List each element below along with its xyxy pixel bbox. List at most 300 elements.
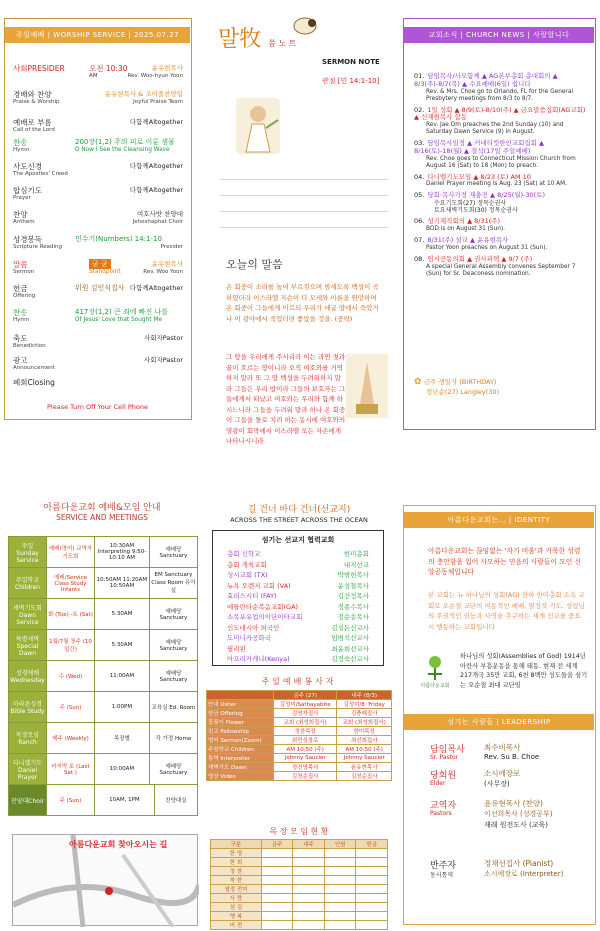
usher-role: 안내 Usher — [207, 700, 274, 709]
leader-role: 담임목사 — [430, 745, 465, 755]
order-item-leader-en: Rev. Woo Yoon — [143, 269, 183, 275]
service-time: 5:30AM — [95, 630, 150, 661]
service-row — [9, 568, 198, 599]
news-title: 8/31(주) 설교 ▲ 윤유현목사 — [427, 236, 509, 245]
usher-row — [207, 745, 392, 754]
identity-panel — [403, 505, 596, 925]
ranch-cell — [324, 894, 356, 903]
ranch-cell — [261, 912, 293, 921]
service-day: 화 (Tue) -토 (Sat) — [47, 599, 95, 630]
service-day: 마지막 토 (Last Sat.) — [47, 754, 95, 785]
order-item-en: Scripture Reading — [13, 244, 63, 250]
sermon-note-title: SERMON NOTE — [322, 58, 380, 66]
ranch-cell — [356, 849, 388, 858]
ranch-name: 비 전 — [211, 921, 262, 930]
news-english: Daniel Prayer meeting is Aug. 23 (Sat) at 10 AM. — [426, 181, 567, 188]
ushers-header-cell — [207, 691, 274, 700]
service-day: 1월/7월 첫주 (10일간) — [47, 630, 95, 661]
ranch-cell — [356, 921, 388, 930]
ranch-row — [211, 858, 388, 867]
choir-label: 찬양대Choir — [9, 785, 47, 816]
order-item-ko: 찬송 — [13, 138, 28, 147]
mission-name: 아프리카캐냐(Kenya) — [227, 655, 290, 663]
ranch-cell — [356, 858, 388, 867]
service-place: 예배당 Sanctuary — [149, 537, 197, 568]
order-item-leader: 윤유현목사 & 조이풀찬양팀 — [104, 90, 183, 98]
missions-subtitle: ACROSS THE STREET ACROSS THE OCEAN — [230, 516, 368, 524]
service-day: 수 (Wed) — [47, 661, 95, 692]
logo-text: 아름다운교회 — [420, 683, 450, 689]
mission-leader: 박범헌목사 — [337, 571, 369, 579]
service-place: EM Sanctuary Class Room 유아실 — [149, 568, 197, 599]
news-item — [414, 140, 590, 170]
usher-name: 윤유현목사 — [337, 763, 392, 772]
service-place: 예배당 Sanctuary — [149, 661, 197, 692]
ranch-name: 청 찬 — [211, 867, 262, 876]
news-number: 06. — [414, 217, 425, 226]
news-english: A special General Assembly convenes September 7 (Sun) for Sr. Deaconess nomination. — [426, 263, 576, 277]
news-subitem: 수요기도회(27) 정목순권사 — [434, 200, 507, 208]
news-english: Rev. Jae Om preaches the 2nd Sunday (10) and Saturday Dawn Service (9) in August. — [426, 122, 564, 136]
ranch-name: 섬 김 — [211, 903, 262, 912]
usher-name: Johnny Saucier — [273, 754, 337, 763]
order-item-ko: 경배와 찬양 — [13, 90, 52, 99]
usher-name: 김성미/8. Friday — [337, 700, 392, 709]
leader-role: 당회원 — [430, 771, 457, 781]
worship-panel — [4, 18, 192, 420]
worship-header: 주일예배 | WORSHIP SERVICE | 2025.07.27 — [5, 27, 190, 43]
ranch-header-cell: 인원 — [324, 840, 356, 849]
leader-role-en: 동시통역 — [430, 872, 454, 879]
usher-name: 김영자집사 — [273, 709, 337, 718]
leader-name-en: (사무장) — [484, 780, 510, 788]
sheep-icon — [292, 14, 318, 36]
service-place: 예배당 Sanctuary — [149, 630, 197, 661]
ranch-cell — [261, 903, 293, 912]
identity-para1: 아름다운교회는 끊임없는 '자기 비움'과 거룩한 성령의 충만함을 입어 사모하는 믿음의 사람들이 모인 신앙공동체입니다 — [428, 547, 582, 576]
today-word-para1: 온 회중이 소리를 높여 부르짖으며 밤새도록 백성이 곡하였더라 이스라엘 자손이 다 모세와 아론을 원망하며 온 회중이 그들에게 이르되 우리가 애굽 땅에서 죽었거나 이 광야에서 죽었더면 좋았을 것을. (중략) — [226, 283, 379, 323]
order-item-ko: 찬송 — [13, 308, 28, 317]
service-label: 마라톤성경 Bible Study — [9, 692, 47, 723]
mission-leader: 정종수목사 — [337, 602, 369, 611]
mission-leader: 임범석선교사 — [331, 634, 369, 642]
identity-para2: 본 교회는 뉴 하나님의 성회(AG) 산하 한미총회 소속 교회로 오순절 교단의 여동적인 예배, 열정적 기도, 성령님의 주권적인 권능과 사역을 추구하는 세계 선교를 중요시 행동하는 교회입니다 — [428, 591, 585, 631]
service-day: 주 (Sun) — [47, 692, 95, 723]
missions-box-title: 섬기는 선교지 협력교회 — [261, 536, 335, 544]
mission-name: 성시교회 (TX) — [227, 571, 268, 579]
service-label: 다니엘기도 Daniel Prayer — [9, 754, 47, 785]
sermon-logo — [218, 22, 297, 53]
ranch-cell — [356, 876, 388, 885]
mission-name: 필리핀 — [227, 644, 246, 653]
order-item-leader: 여호사밧 찬양대 — [136, 210, 183, 218]
mission-name: 효리스시티 (FAY) — [227, 592, 277, 600]
usher-row — [207, 754, 392, 763]
news-title: 성기제직회의 ▲ 8/31(주) — [427, 217, 501, 226]
usher-name: 김청순집사 — [337, 772, 392, 781]
usher-role: 친교 Fellowship — [207, 727, 274, 736]
today-word-title: 오늘의 말씀 — [226, 258, 283, 271]
services-table — [8, 536, 198, 785]
leadership-header: 섬기는 사람들 | LEADERSHIP — [404, 714, 594, 730]
news-english: BOD is on August 31 (Sun). — [426, 226, 506, 233]
cellphone-notice: Please Turn Off Your Cell Phone — [47, 403, 148, 411]
leader-name: 정채선집사 (Pianist) — [484, 859, 554, 868]
today-word-para2: 그 땅을 우리에게 주시리라 이는 과연 젖과 꿀이 흐르는 땅이니라 오직 여호와를 거역하지 말라 또 그 땅 백성을 두려워하지 말라 그들은 우리 밥이라 그들의 보호자는 그들에게서 떠났고 여호와는 우리와 함께 하시느니라 그들을 두려워 말라 하나 온 회중이 그들을 돌로 치려 하는 동시에 여호와의 영광이 회막에서 이스라엘 모든 자손에게 나타나시니라 — [226, 353, 346, 445]
ranch-cell — [261, 867, 293, 876]
ranch-name: 한 희 — [211, 858, 262, 867]
order-item-leader: 다함께Altogether — [129, 162, 183, 170]
leader-role: 반주자 — [430, 861, 457, 871]
order-item-detail: 굳 굳 — [89, 259, 111, 269]
news-title: 1일 성회 ▲ 8/9(토)-8/10(주) ▲ 금요말씀집회(AG교회) ▲ 신재원목사 합동 — [414, 105, 586, 122]
leader-role: 교역자 — [430, 801, 457, 811]
ranch-header-cell: 헌금 — [356, 840, 388, 849]
news-item — [414, 192, 590, 214]
usher-name: 정진영목사 — [273, 763, 337, 772]
ranch-cell — [356, 912, 388, 921]
service-label: 주일학교 Children — [9, 568, 47, 599]
choir-day: 주 (Sun) — [47, 785, 95, 816]
usher-row — [207, 772, 392, 781]
ushers-header-cell: 내주 (8/3) — [337, 691, 392, 700]
news-list — [414, 73, 590, 282]
order-item-ko: 폐회Closing — [13, 378, 55, 387]
order-item-leader-en: Presider — [160, 244, 183, 250]
news-number: 08. — [414, 254, 425, 263]
jesus-illustration — [236, 98, 280, 154]
service-label: 목장모임 Ranch — [9, 723, 47, 754]
sermon-lines — [220, 164, 388, 234]
mission-leader: 김성돈선교사 — [331, 623, 369, 632]
news-number: 03. — [414, 139, 425, 147]
ranch-cell — [356, 894, 388, 903]
identity-header: 아름다운교회는… | IDENTITY — [404, 512, 594, 528]
order-item-detail: 민수기(Numbers) 14:1-10 — [75, 235, 162, 243]
ranch-name: 열정 전미 — [211, 885, 262, 894]
order-item-ko: 헌금 — [13, 284, 28, 293]
order-item-en: Hymn — [13, 317, 30, 323]
ranch-cell — [293, 912, 325, 921]
usher-name: 최민성장로 — [273, 736, 337, 745]
ranch-row — [211, 912, 388, 921]
order-item-leader: 다함께Altogether — [129, 118, 183, 126]
order-item-detail: 200장(1,2) 주의 피로 이룬 샘물 — [75, 138, 175, 146]
news-number: 04. — [414, 172, 425, 181]
ranch-cell — [356, 885, 388, 894]
ranch-name: 착 한 — [211, 876, 262, 885]
news-item — [414, 218, 590, 233]
choir-time: 10AM, 1PM — [95, 785, 155, 816]
leader-name-2: 이선희목사 (성경공부) — [484, 810, 553, 818]
order-item-ko: 축도 — [13, 334, 28, 343]
service-time: 5:30AM — [95, 599, 150, 630]
choir-table — [8, 784, 198, 816]
logo-small: 씀 노 트 — [268, 39, 297, 48]
service-place: 교육실 Ed. Room — [149, 692, 197, 723]
mission-leader: 내지선교 — [343, 560, 369, 569]
leader-name: 소시에장로 — [484, 769, 521, 778]
order-item-en: Praise & Worship — [13, 99, 60, 105]
mission-name: 총회 신학교 — [227, 550, 261, 558]
service-day: 예배(영어) 교역자기도회 — [47, 537, 95, 568]
ranch-cell — [356, 903, 388, 912]
news-item — [414, 174, 590, 189]
ranch-cell — [293, 894, 325, 903]
news-header: 교회소식 | CHURCH NEWS | 사랑합니다 — [404, 27, 594, 43]
order-item-leader-en: Joyful Praise Team — [133, 99, 183, 105]
order-item-detail: 위원 김인식집사 — [75, 284, 125, 292]
ranch-cell — [324, 921, 356, 930]
order-item-leader: 사회자Pastor — [143, 334, 183, 342]
services-subtitle: SERVICE AND MEETINGS — [56, 513, 148, 522]
usher-role: 주일학교 Children — [207, 745, 274, 754]
news-title: 담임목사일정 ▲ 커네티컷한인교회집회 ▲ 8/16(토)-18(월) ▲ 결석(17일 주일예배) — [414, 139, 545, 155]
missions-box — [212, 530, 384, 666]
service-label: 주일 Sunday Service — [9, 537, 47, 568]
ranch-header-cell: 구분 — [211, 840, 262, 849]
service-time: 목장별 — [95, 723, 150, 754]
news-subitem: 토요새벽기도회(30) 정목순권사 — [434, 207, 518, 215]
service-place: 예배당 Sanctuary — [149, 599, 197, 630]
order-item-en: Sermon — [13, 269, 35, 275]
usher-name: 김성미/Sathayabite — [273, 700, 337, 709]
ranch-header-cell: 금주 — [261, 840, 293, 849]
ranch-cell — [324, 903, 356, 912]
ranch-cell — [261, 849, 293, 858]
usher-name: 김충래집사 — [337, 709, 392, 718]
service-am: AM — [89, 73, 98, 79]
leader-name: 윤유현목사 (찬양) — [484, 799, 543, 808]
ranch-cell — [261, 876, 293, 885]
ranch-name: 행 복 — [211, 912, 262, 921]
order-item-detail-en: O Now I See the Cleansing Wave — [75, 147, 170, 153]
mission-leader: 김정숙선교사 — [331, 655, 369, 663]
ranch-cell — [293, 849, 325, 858]
usher-name: Johnny Saucier — [337, 754, 392, 763]
mission-name: 애틀란타순복음교회(GA) — [227, 602, 299, 611]
map-title: 아름다운교회 찾아오시는 길 — [69, 840, 168, 849]
ranch-title: 목 장 모 임 현 황 — [269, 827, 329, 836]
ranch-row — [211, 903, 388, 912]
order-item-en: Prayer — [13, 195, 31, 201]
service-day: 예배/Service Class Study Infants — [47, 568, 95, 599]
order-item-leader: 다함께Altogether — [129, 284, 183, 292]
leader-name-3: 재래 원전도사 (교육) — [484, 821, 549, 829]
news-english: Rev. & Mrs. Choe go to Orlando, FL for the General Presbytery meetings from 8/3 to 8/7. — [426, 88, 573, 102]
mission-name: 뉴욕 오렌지 교회 (VA) — [227, 581, 291, 590]
leader-role-en: Elder — [430, 780, 446, 787]
news-english: Rev. Choe goes to Connecticut Mission Church from August 16 (Sat) to 18 (Mon) to preach. — [426, 155, 576, 169]
ranch-cell — [293, 867, 325, 876]
ranch-row — [211, 921, 388, 930]
leader-name: 최수비목사 — [484, 743, 521, 752]
news-title: 담임목사/사모함께 ▲ AG본부총회 총대회의 ▲ 8/3(주)-8/7(목) ▲ 수요예배(6일) 쉽니다 — [414, 72, 558, 88]
news-item — [414, 256, 590, 278]
usher-name: AM 10:50 (주) — [337, 745, 392, 754]
service-label: 성경에배 Wednesday — [9, 661, 47, 692]
service-label: 새벽기도회 Dawn Service — [9, 599, 47, 630]
birthday-label: 금주 생일자 (BIRTHDAY) — [423, 378, 497, 386]
news-item — [414, 73, 590, 103]
order-item-ko: 합심기도 — [13, 186, 42, 195]
mission-name: 인도네시아 외국인 — [227, 623, 280, 632]
ranch-row — [211, 876, 388, 885]
church-map — [12, 834, 198, 926]
usher-role: 새벽기도 Dawn — [207, 763, 274, 772]
service-time: 10:00AM — [95, 754, 150, 785]
order-item-leader-en: Rev. Woo-hyun Yoon — [127, 73, 183, 79]
services-panel — [4, 500, 200, 925]
order-item-ko: 사도신경 — [13, 162, 42, 171]
service-row — [9, 754, 198, 785]
ranch-cell — [293, 858, 325, 867]
church-logo — [418, 650, 452, 694]
leader-name-2: 소시에장로 (Interpreter) — [484, 870, 564, 878]
birthday-names: 정난순(27) Langley(30) — [426, 388, 500, 396]
usher-role: 영상 Video — [207, 772, 274, 781]
news-number: 02. — [414, 105, 425, 114]
ranch-table — [210, 839, 388, 930]
order-item-ko: 광고 — [13, 356, 28, 365]
logo-main: 말牧 — [218, 27, 262, 52]
ranch-row — [211, 867, 388, 876]
choir-place: 찬양대실 — [154, 785, 197, 816]
ranch-row — [211, 885, 388, 894]
service-row — [9, 661, 198, 692]
mission-leader: 김선정목사 — [337, 592, 369, 600]
ranch-name: 사 랑 — [211, 894, 262, 903]
usher-row — [207, 727, 392, 736]
news-title: 당회·목사가정 재충전 ▲ 8/25(월)-30(토) — [427, 191, 546, 200]
usher-row — [207, 763, 392, 772]
ranch-cell — [324, 912, 356, 921]
usher-name: AM 10:50 (주) — [273, 745, 337, 754]
ranch-header-row — [211, 840, 388, 849]
service-day: 매주 (Weekly) — [47, 723, 95, 754]
leader-role-en: Sr. Pastor — [430, 754, 459, 761]
birthday-box — [414, 377, 534, 396]
order-item-en: Hymn — [13, 147, 30, 153]
order-item-leader: 윤유현목사 — [151, 64, 183, 72]
service-row — [9, 599, 198, 630]
order-item-leader: 윤유현목사 — [151, 260, 183, 268]
order-item-ko: 성경봉독 — [13, 235, 42, 244]
sermon-panel — [210, 14, 395, 445]
service-time: 오전 10:30 — [89, 64, 128, 73]
mission-name: 소목포유업의이단이타교회 — [227, 613, 303, 621]
mission-leader: 한미총회 — [343, 550, 369, 558]
usher-name: 최선희집사 — [337, 736, 392, 745]
ushers-table — [206, 690, 392, 781]
order-item-en: Anthem — [13, 219, 35, 225]
ranch-cell — [324, 876, 356, 885]
usher-row — [207, 700, 392, 709]
usher-name: 교회 (최성희집사) — [337, 718, 392, 727]
order-item-en: Call of the Lord — [13, 127, 55, 133]
sermon-reference: 관점 [민 14:1-10] — [322, 77, 380, 85]
order-item-detail: 417장(1,2) 큰 죄에 빠진 나를 — [75, 308, 168, 316]
missions-title: 길 건너 바다 건너(선교지) — [247, 505, 351, 515]
service-place: 각 가정 Home — [149, 723, 197, 754]
ranch-cell — [261, 894, 293, 903]
order-item-detail-en: Standpoint — [89, 269, 121, 275]
mission-name: 총회 개척교회 — [227, 560, 267, 569]
ranch-cell — [324, 849, 356, 858]
ushers-header-cell: 금주 (27) — [273, 691, 337, 700]
service-row — [9, 723, 198, 754]
missions-panel — [204, 500, 394, 929]
usher-role: 통역 Interpreter — [207, 754, 274, 763]
usher-name: 한미목장 — [337, 727, 392, 736]
usher-name: 정찬목장 — [273, 727, 337, 736]
service-row — [9, 692, 198, 723]
ranch-cell — [293, 903, 325, 912]
service-row — [9, 537, 198, 568]
order-item-leader: 다함께Altogether — [129, 186, 183, 194]
ranch-cell — [356, 867, 388, 876]
order-item-leader-en: Jehoshaphat Choir — [132, 219, 183, 225]
news-item — [414, 107, 590, 137]
ushers-title: 주일예배봉사자 — [261, 677, 337, 686]
news-item — [414, 237, 590, 252]
order-item-detail-en: Of Jesus' Love that Sought Me — [75, 317, 162, 323]
usher-role: 헌금 Offering — [207, 709, 274, 718]
ushers-header-row — [207, 691, 392, 700]
leader-name-en: Rev. Su B. Choe — [484, 753, 540, 761]
service-place: 예배당 Sanctuary — [149, 754, 197, 785]
praying-hands-illustration — [346, 354, 388, 418]
news-title: 다니엘기도모임 ▲ 8/23 (토) AM 10 — [427, 172, 531, 181]
order-item-en: Offering — [13, 293, 36, 299]
ranch-cell — [293, 885, 325, 894]
services-title: 아름다운교회 예배&모임 안내 — [43, 503, 161, 513]
cake-icon: ✿ — [414, 377, 422, 387]
news-title: 임시공동의회 ▲ 권사피택 ▲ 9/7 (주) — [427, 254, 533, 263]
ranch-name: 한 명 — [211, 849, 262, 858]
ranch-cell — [293, 876, 325, 885]
leader-role-en: Pastors — [430, 810, 452, 817]
usher-name: 김청순집사 — [273, 772, 337, 781]
ranch-cell — [324, 885, 356, 894]
mission-name: 도미니카공화국 — [227, 634, 271, 642]
news-number: 01. — [414, 72, 425, 80]
usher-name: 교회 (최성희집사) — [273, 718, 337, 727]
news-number: 07. — [414, 236, 425, 245]
order-item-ko: 찬양 — [13, 210, 28, 219]
ranch-cell — [261, 858, 293, 867]
service-time: 10:50AM 11:20AM 10:50AM — [95, 568, 150, 599]
order-item-en: Announcement — [13, 365, 55, 371]
order-item-ko: 예배로 부름 — [13, 118, 52, 127]
ranch-cell — [324, 858, 356, 867]
mission-leader: 최윤희선교사 — [331, 644, 369, 653]
ranch-cell — [261, 921, 293, 930]
ranch-row — [211, 849, 388, 858]
news-english: Pastor Yoon preaches on August 31 (Sun). — [426, 244, 548, 251]
order-item-ko: 말씀 — [13, 260, 28, 269]
service-label: 특별새벽 Special Dawn — [9, 630, 47, 661]
service-time: 11:00AM — [95, 661, 150, 692]
usher-row — [207, 736, 392, 745]
service-time: 1:00PM — [95, 692, 150, 723]
news-panel — [403, 18, 596, 430]
mission-leader: 정순송목사 — [337, 613, 369, 621]
usher-role: 영어 Sermon(Zoom) — [207, 736, 274, 745]
identity-para3: 하나님의 성회(Assemblies of God) 1914년 아칸사 부흥운동을 통해 태동. 현재 전 세계 217개국 35만 교회, 6천 8백만 성도들을 섬기는 오순절 최대 교단임 — [460, 653, 588, 689]
usher-row — [207, 718, 392, 727]
order-item-en: Benediction — [13, 343, 46, 349]
